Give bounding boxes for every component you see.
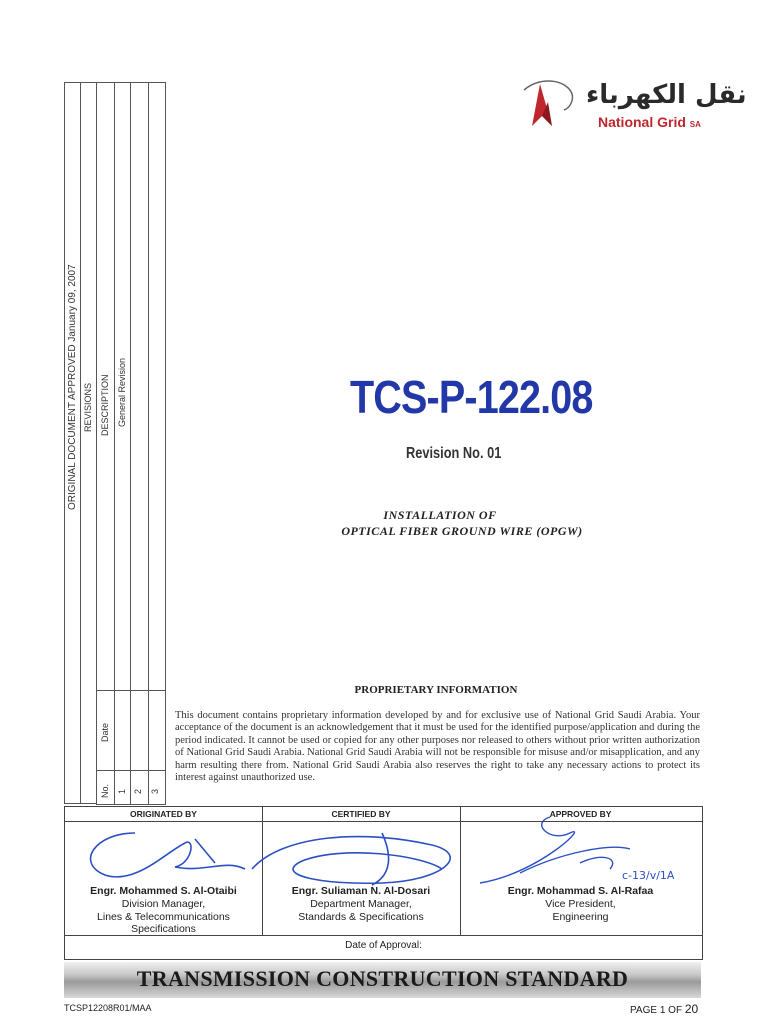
originator-role-line: Division Manager, bbox=[121, 898, 206, 910]
page-prefix: PAGE 1 OF bbox=[630, 1005, 683, 1016]
revisions-label: REVISIONS bbox=[83, 382, 93, 432]
signature-approver-icon bbox=[460, 813, 701, 885]
logo-suffix: SA bbox=[689, 120, 701, 129]
national-grid-logo-icon bbox=[518, 76, 588, 132]
original-approval-note: ORIGINAL DOCUMENT APPROVED January 09, 2007 bbox=[67, 264, 78, 510]
logo-english-name: National Grid bbox=[598, 114, 686, 130]
approver-role-line: Engineering bbox=[552, 910, 609, 923]
signature-block bbox=[64, 806, 703, 960]
certifier-name: Engr. Suliaman N. Al-Dosari bbox=[291, 885, 431, 897]
originated-by-label: ORIGINATED BY bbox=[130, 809, 197, 819]
approver-role-line: Vice President, bbox=[545, 898, 616, 910]
approver-name: Engr. Mohammad S. Al-Rafaa bbox=[507, 885, 654, 897]
originator-role-line: Specifications bbox=[131, 923, 196, 935]
certifier-role-line: Standards & Specifications bbox=[298, 910, 424, 923]
revision-table bbox=[64, 82, 166, 804]
page-indicator bbox=[630, 1002, 698, 1016]
revision-number: 2 bbox=[133, 788, 143, 794]
description-value: General Revision bbox=[117, 357, 127, 427]
originator-name: Engr. Mohammed S. Al-Otaibi bbox=[90, 885, 237, 897]
revision-number: Revision No. 01 bbox=[406, 445, 502, 462]
revision-number: 1 bbox=[117, 788, 127, 794]
logo-arabic: نقل الكهرباء bbox=[586, 80, 747, 110]
footer-reference: TCSP12208R01/MAA bbox=[64, 1003, 152, 1013]
document-code: TCS-P-122.08 bbox=[350, 371, 593, 423]
revision-number: 3 bbox=[150, 788, 160, 794]
document-title-line1: INSTALLATION OF bbox=[383, 508, 497, 522]
approver-role bbox=[460, 898, 701, 923]
date-label: Date bbox=[100, 722, 110, 742]
description-label: DESCRIPTION bbox=[100, 374, 110, 436]
signature-certifier-icon bbox=[242, 825, 472, 889]
certified-by-label: CERTIFIED BY bbox=[331, 809, 391, 819]
svg-text:c-13/v/1A: c-13/v/1A bbox=[622, 869, 675, 882]
originator-role-line: Lines & Telecommunications bbox=[97, 910, 230, 923]
logo-english bbox=[598, 114, 701, 130]
document-title-line2: OPTICAL FIBER GROUND WIRE (OPGW) bbox=[341, 524, 583, 538]
certifier-role bbox=[262, 898, 460, 923]
certifier-role-line: Department Manager, bbox=[310, 898, 412, 910]
proprietary-heading: PROPRIETARY INFORMATION bbox=[354, 684, 518, 696]
signature-originator-icon bbox=[75, 823, 255, 885]
originator-role bbox=[65, 898, 262, 936]
date-of-approval: Date of Approval: bbox=[345, 940, 422, 951]
approved-by-label: APPROVED BY bbox=[549, 809, 612, 819]
no-label: No. bbox=[100, 783, 110, 798]
proprietary-body: This document contains proprietary information developed by and for exclusive use of National Grid Saudi Arabia. Your acceptance of the document is an acknowledgement that it must be used for the identified purpose/application and during the period indicated. It cannot be used or copied for any other purposes nor released to others without prior written authorization of National Grid Saudi Arabia. National Grid Saudi Arabia will not be responsible for misuse and/or misapplication, and any harm resulting there from. National Grid Saudi Arabia also reserves the right to take any necessary actions to protect its interest against unauthorized use. bbox=[175, 710, 700, 784]
page-total: 20 bbox=[684, 1002, 699, 1016]
standard-banner-text: TRANSMISSION CONSTRUCTION STANDARD bbox=[136, 966, 629, 991]
